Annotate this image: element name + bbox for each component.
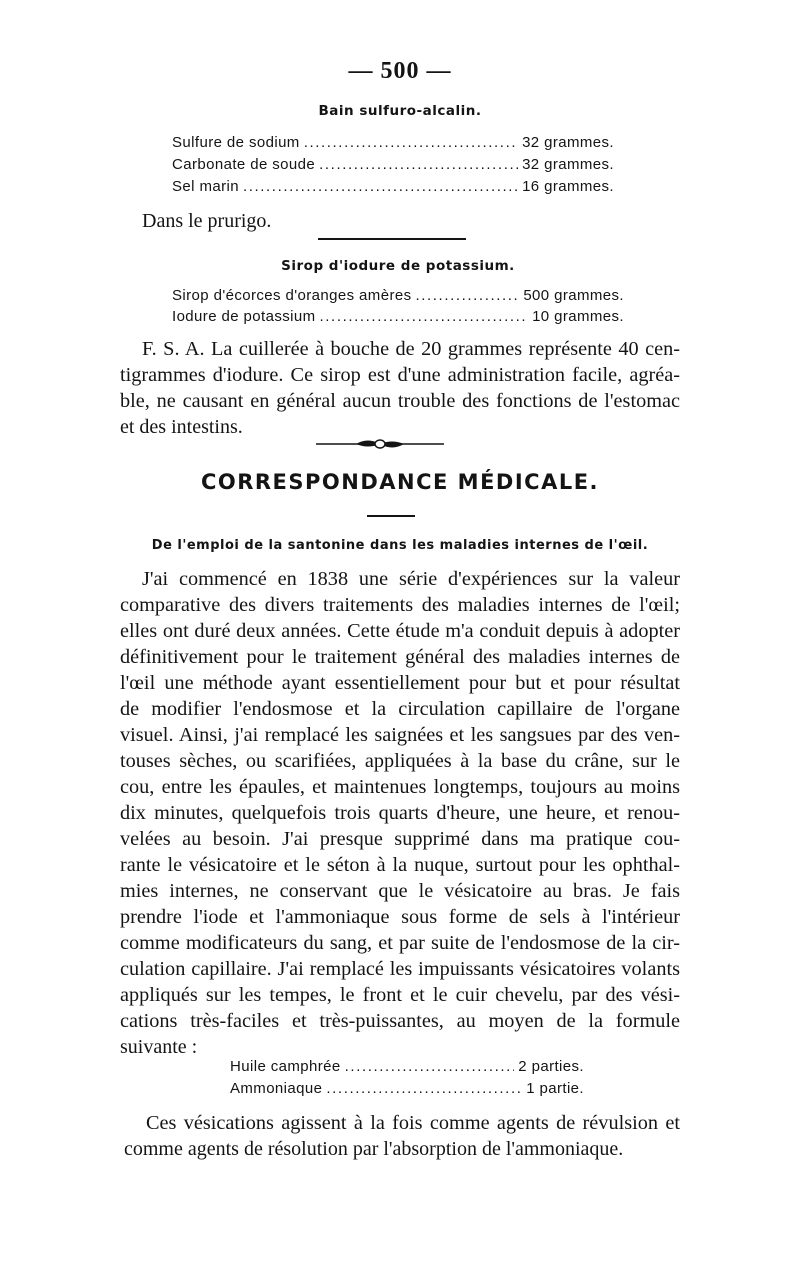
body-line: cations très-faciles et très-puissantes, au moyen de la formule (120, 1010, 680, 1032)
sirop-item-ecorces (172, 287, 624, 309)
bain-title: Bain sulfuro-alcalin. (318, 103, 482, 119)
leader-dots (304, 134, 518, 151)
leader-dots (345, 1058, 515, 1075)
bain-item-sel (172, 178, 614, 200)
section-title: CORRESPONDANCE MÉDICALE. (200, 470, 600, 494)
item-name: Sirop d'écorces d'oranges amères (172, 287, 412, 304)
body-line: velées au besoin. J'ai presque supprimé dans ma pratique cou- (120, 828, 680, 850)
body-line: touses sèches, ou scarifiées, appliquées à la base du crâne, sur le (120, 750, 680, 772)
item-quantity: 32 grammes. (522, 134, 614, 151)
separator-rule (318, 238, 466, 240)
item-quantity: 1 partie. (526, 1080, 584, 1097)
item-quantity: 2 parties. (518, 1058, 584, 1075)
body-line: cou, entre les épaules, et maintenues longtemps, toujours au moins (120, 776, 680, 798)
item-quantity: 32 grammes. (522, 156, 614, 173)
sirop-item-iodure (172, 308, 624, 330)
body-line: culation capillaire. J'ai remplacé les impuissants vésicatoires volants (120, 958, 680, 980)
sirop-paragraph-line: et des intestins. (120, 416, 243, 438)
body-line: l'œil une méthode ayant essentiellement pour but et pour résultat (120, 672, 680, 694)
body-line: J'ai commencé en 1838 une série d'expériences sur la valeur (142, 568, 680, 590)
body-line: appliqués sur les tempes, le front et le cuir chevelu, par des vési- (120, 984, 680, 1006)
sirop-paragraph-line: F. S. A. La cuillerée à bouche de 20 grammes représente 40 cen- (142, 338, 680, 360)
leader-dots (326, 1080, 522, 1097)
body-line: dix minutes, quelquefois trois quarts d'heure, une heure, et renou- (120, 802, 680, 824)
body-line: comparative des divers traitements des maladies internes de l'œil; (120, 594, 680, 616)
leader-dots (319, 156, 518, 173)
item-quantity: 10 grammes. (532, 308, 624, 325)
leader-dots (320, 308, 529, 325)
closing-line: comme agents de résolution par l'absorption de l'ammoniaque. (124, 1138, 624, 1160)
formula-item-ammoniaque (230, 1080, 584, 1102)
sirop-paragraph-line: tigrammes d'iodure. Ce sirop est d'une administration facile, agréa- (120, 364, 680, 386)
bain-item-sulfure (172, 134, 614, 156)
item-quantity: 16 grammes. (522, 178, 614, 195)
bain-item-carbonate (172, 156, 614, 178)
leader-dots (415, 287, 519, 304)
leader-dots (243, 178, 518, 195)
closing-line: Ces vésications agissent à la fois comme agents de révulsion et (146, 1112, 680, 1134)
sirop-title: Sirop d'iodure de potassium. (281, 258, 515, 274)
item-name: Carbonate de soude (172, 156, 316, 173)
item-name: Huile camphrée (230, 1058, 341, 1075)
bain-note: Dans le prurigo. (142, 210, 272, 232)
ornament-divider (316, 436, 444, 452)
page-number: — 500 — (348, 58, 452, 84)
body-line: prendre l'iode et l'ammoniaque sous forme de sels à l'intérieur (120, 906, 680, 928)
formula-item-huile (230, 1058, 584, 1080)
item-name: Ammoniaque (230, 1080, 323, 1097)
body-line: visuel. Ainsi, j'ai remplacé les saignées et les sangsues par des ven- (120, 724, 680, 746)
body-line: suivante : (120, 1036, 198, 1058)
body-line: rante le vésicatoire et le séton à la nuque, surtout pour les ophthal- (120, 854, 680, 876)
body-line: elles ont duré deux années. Cette étude m'a conduit depuis à adopter (120, 620, 680, 642)
item-name: Sel marin (172, 178, 239, 195)
short-rule (367, 515, 415, 517)
body-line: comme modificateurs du sang, et par suite de l'endosmose de la cir- (120, 932, 680, 954)
item-name: Iodure de potassium (172, 308, 316, 325)
body-line: de modifier l'endosmose et la circulation capillaire de l'organe (120, 698, 680, 720)
body-line: définitivement pour le traitement général des maladies internes de (120, 646, 680, 668)
sirop-paragraph-line: ble, ne causant en général aucun trouble des fonctions de l'estomac (120, 390, 680, 412)
body-line: mies internes, ne conservant que le vésicatoire au bras. Je fais (120, 880, 680, 902)
item-name: Sulfure de sodium (172, 134, 300, 151)
article-title: De l'emploi de la santonine dans les maladies internes de l'œil. (151, 538, 649, 553)
item-quantity: 500 grammes. (523, 287, 624, 304)
